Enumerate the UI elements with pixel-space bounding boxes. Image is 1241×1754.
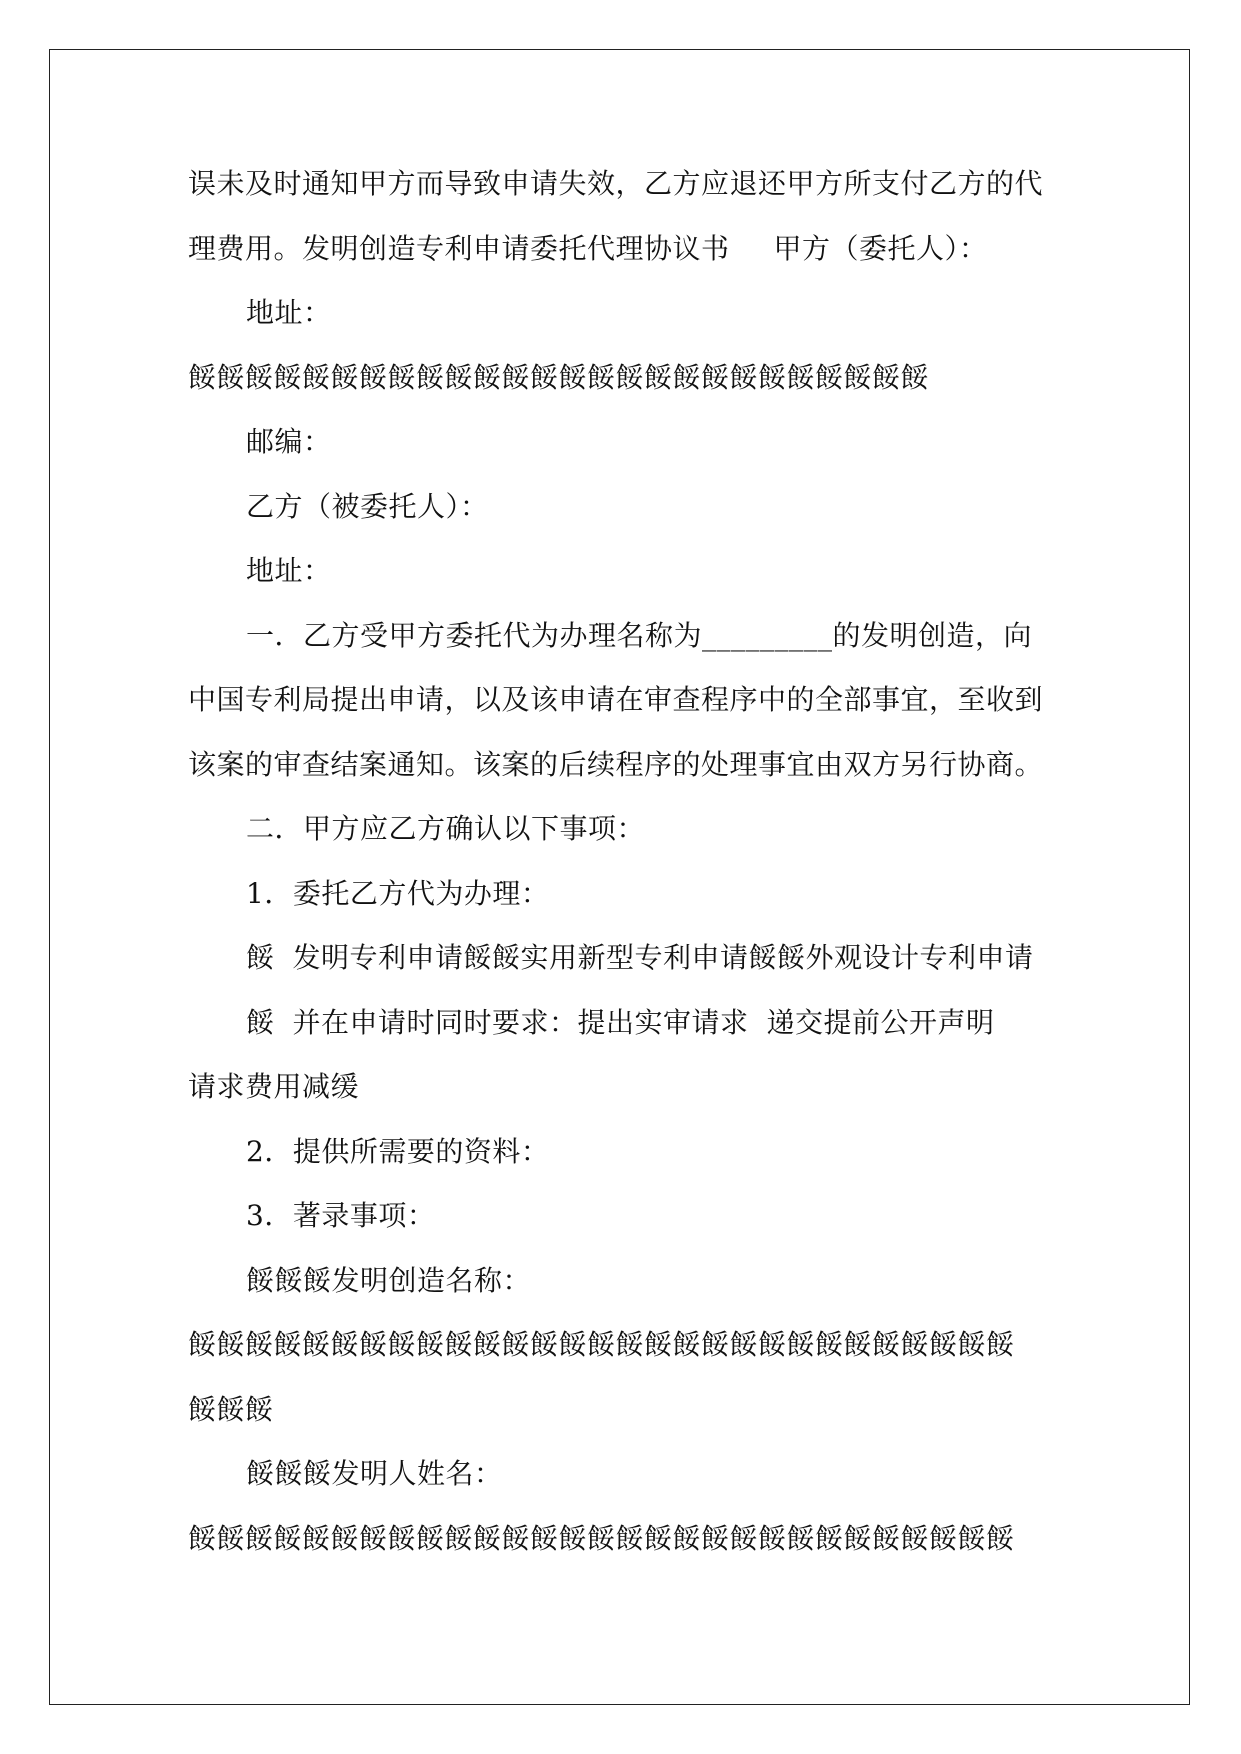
- party-b-label: 乙方（被委托人）：: [246, 489, 489, 523]
- line-text: 误未及时通知甲方而导致申请失效，乙方应退还甲方所支付乙方的代: [188, 167, 1044, 200]
- clause-two-text: 二．甲方应乙方确认以下事项：: [246, 812, 646, 845]
- clause-one-text: 一．乙方受甲方委托代为办理名称为_________的发明创造，向: [246, 618, 1033, 652]
- placeholder-text: 餒餒餒餒餒餒餒餒餒餒餒餒餒餒餒餒餒餒餒餒餒餒餒餒餒餒: [188, 360, 930, 394]
- text-line: [188, 991, 1068, 1056]
- text-line: [188, 217, 1068, 282]
- text-line: [188, 281, 1068, 346]
- text-line: [188, 1378, 1068, 1443]
- placeholder-text: 餒餒餒餒餒餒餒餒餒餒餒餒餒餒餒餒餒餒餒餒餒餒餒餒餒餒餒餒餒: [188, 1521, 1015, 1555]
- party-a-label: 甲方（委托人）：: [773, 231, 988, 265]
- text-line: [188, 410, 1068, 475]
- text-line: [188, 862, 1068, 927]
- document-body: [188, 152, 1068, 1571]
- postcode-label: 邮编：: [246, 425, 332, 458]
- text-line: [188, 733, 1068, 798]
- text-line: [188, 1507, 1068, 1572]
- checkbox-glyph: 餒: [246, 1005, 275, 1039]
- text-line: [188, 1442, 1068, 1507]
- text-line: [188, 1184, 1068, 1249]
- line-text: 该案的审查结案通知。该案的后续程序的处理事宜由双方另行协商。: [188, 747, 1044, 781]
- text-line: [188, 539, 1068, 604]
- item-one-text: 1．委托乙方代为办理：: [246, 876, 550, 910]
- item-three-text: 3．著录事项：: [246, 1199, 436, 1232]
- invention-name-label: 餒餒餒发明创造名称：: [246, 1263, 532, 1297]
- application-type-options: 发明专利申请餒餒实用新型专利申请餒餒外观设计专利申请: [292, 941, 1034, 974]
- request-options-extra: 递交提前公开声明: [766, 1005, 995, 1039]
- text-line: [188, 1313, 1068, 1378]
- address-label: 地址：: [246, 296, 332, 329]
- text-line: [188, 152, 1068, 217]
- text-line: [188, 926, 1068, 991]
- text-line: [188, 668, 1068, 733]
- placeholder-text: 餒餒餒餒餒餒餒餒餒餒餒餒餒餒餒餒餒餒餒餒餒餒餒餒餒餒餒餒餒: [188, 1328, 1015, 1361]
- placeholder-text: 餒餒餒: [188, 1392, 274, 1426]
- checkbox-glyph: 餒: [246, 941, 275, 974]
- text-line: [188, 1120, 1068, 1185]
- item-two-text: 2．提供所需要的资料：: [246, 1134, 550, 1168]
- line-text: 请求费用减缓: [188, 1070, 360, 1103]
- text-line: [188, 604, 1068, 669]
- text-line: [188, 1055, 1068, 1120]
- request-options: 并在申请时同时要求：提出实审请求: [292, 1005, 749, 1039]
- line-text: 理费用。发明创造专利申请委托代理协议书: [188, 231, 730, 265]
- text-line: [188, 475, 1068, 540]
- text-line: [188, 1249, 1068, 1314]
- inventor-name-label: 餒餒餒发明人姓名：: [246, 1457, 503, 1490]
- text-line: [188, 797, 1068, 862]
- line-text: 中国专利局提出申请，以及该申请在审查程序中的全部事宜，至收到: [188, 683, 1044, 716]
- text-line: [188, 346, 1068, 411]
- address-label: 地址：: [246, 554, 332, 587]
